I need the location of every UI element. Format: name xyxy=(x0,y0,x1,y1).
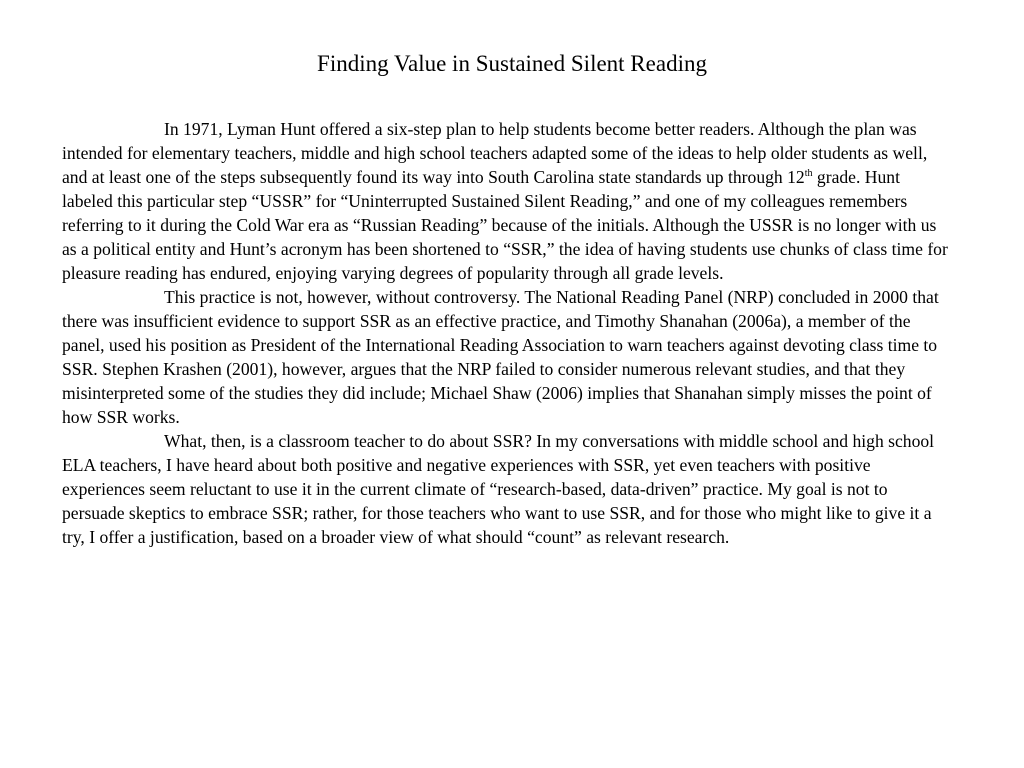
paragraph-1-text-after: grade. Hunt labeled this particular step “USSR” for “Uninterrupted Sustained Silent Reading,” and one of my colleagues remembers referring to it during the Cold War era as “Russian Reading” because of the initials. Although the USSR is no longer with us as a political entity and Hunt’s acronym has been shortened to “SSR,” the idea of having students use chunks of class time for pleasure reading has endured, enjoying varying degrees of popularity through all grade levels. xyxy=(62,167,948,283)
paragraph-3: What, then, is a classroom teacher to do about SSR? In my conversations with middle school and high school ELA teachers, I have heard about both positive and negative experiences with SSR, yet even teachers with positive experiences seem reluctant to use it in the current climate of “research-based, data-driven” practice. My goal is not to persuade skeptics to embrace SSR; rather, for those teachers who want to use SSR, and for those who might like to give it a try, I offer a justification, based on a broader view of what should “count” as relevant research. xyxy=(62,431,935,547)
page-title: Finding Value in Sustained Silent Reading xyxy=(317,51,707,76)
paragraph-2: This practice is not, however, without controversy. The National Reading Panel (NRP) concluded in 2000 that there was insufficient evidence to support SSR as an effective practice, and Timothy Shanahan (2006a), a member of the panel, used his position as President of the International Reading Association to warn teachers against devoting class time to SSR. Stephen Krashen (2001), however, argues that the NRP failed to consider numerous relevant studies, and that they misinterpreted some of the studies they did include; Michael Shaw (2006) implies that Shanahan simply misses the point of how SSR works. xyxy=(62,287,939,427)
paragraph-1 xyxy=(62,117,952,285)
paragraph-1-text-before: In 1971, Lyman Hunt offered a six-step plan to help students become better readers. Although the plan was intended for elementary teachers, middle and high school teachers adapted some of the ideas to help older students as well, and at least one of the steps subsequently found its way into South Carolina state standards up through 12 xyxy=(62,119,928,187)
document-body xyxy=(62,117,952,549)
ordinal-suffix: th xyxy=(804,168,813,180)
